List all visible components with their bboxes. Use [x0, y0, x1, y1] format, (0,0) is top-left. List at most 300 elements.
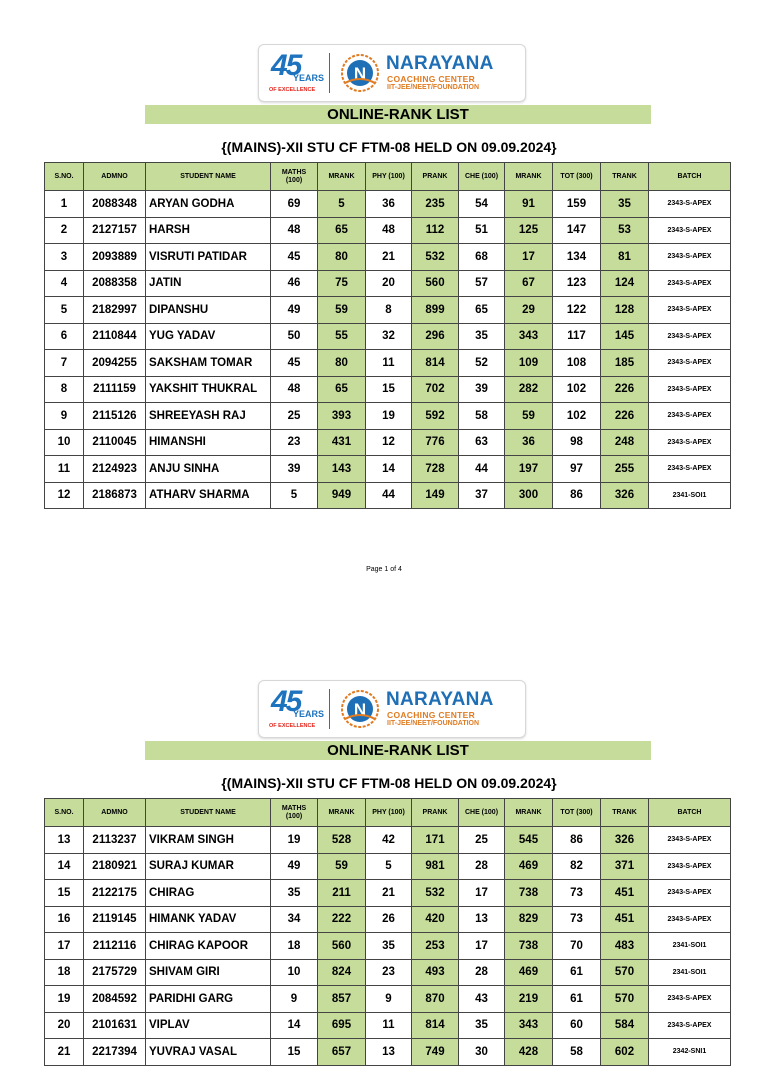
maths-cell: 49	[271, 853, 318, 880]
narayana-emblem-icon	[339, 689, 381, 729]
table-row	[45, 456, 731, 483]
serial-cell: 19	[45, 986, 84, 1013]
total-cell: 122	[553, 297, 601, 324]
batch-cell: 2343-S-APEX	[649, 429, 731, 456]
phy-cell: 13	[366, 1039, 412, 1066]
admno-cell: 2124923	[84, 456, 146, 483]
admno-cell: 2122175	[84, 880, 146, 907]
phy-rank-cell: 493	[412, 959, 459, 986]
list-title: ONLINE-RANK LIST	[145, 105, 651, 124]
column-header: TOT (300)	[553, 163, 601, 191]
serial-cell: 6	[45, 323, 84, 350]
che-rank-cell: 738	[505, 933, 553, 960]
phy-rank-cell: 560	[412, 270, 459, 297]
maths-cell: 9	[271, 986, 318, 1013]
table-row	[45, 297, 731, 324]
maths-rank-cell: 55	[318, 323, 366, 350]
che-cell: 28	[459, 959, 505, 986]
brand-tagline: IIT-JEE/NEET/FOUNDATION	[387, 720, 480, 727]
student-name-cell: HIMANSHI	[146, 429, 271, 456]
phy-cell: 8	[366, 297, 412, 324]
maths-cell: 10	[271, 959, 318, 986]
che-cell: 13	[459, 906, 505, 933]
batch-cell: 2343-S-APEX	[649, 217, 731, 244]
phy-rank-cell: 296	[412, 323, 459, 350]
batch-cell: 2343-S-APEX	[649, 827, 731, 854]
admno-cell: 2119145	[84, 906, 146, 933]
total-rank-cell: 326	[601, 482, 649, 509]
column-header: MRANK	[505, 799, 553, 827]
admno-cell: 2182997	[84, 297, 146, 324]
serial-cell: 17	[45, 933, 84, 960]
maths-cell: 14	[271, 1012, 318, 1039]
total-cell: 73	[553, 880, 601, 907]
maths-rank-cell: 5	[318, 191, 366, 218]
column-header: S.NO.	[45, 799, 84, 827]
test-title: {(MAINS)-XII STU CF FTM-08 HELD ON 09.09.2024}	[221, 775, 557, 791]
student-name-cell: PARIDHI GARG	[146, 986, 271, 1013]
column-header: CHE (100)	[459, 799, 505, 827]
admno-cell: 2217394	[84, 1039, 146, 1066]
table-row	[45, 827, 731, 854]
admno-cell: 2115126	[84, 403, 146, 430]
phy-cell: 21	[366, 880, 412, 907]
serial-cell: 4	[45, 270, 84, 297]
che-cell: 25	[459, 827, 505, 854]
total-cell: 73	[553, 906, 601, 933]
rank-table	[44, 798, 731, 1066]
che-rank-cell: 17	[505, 244, 553, 271]
column-header: TRANK	[601, 799, 649, 827]
total-cell: 70	[553, 933, 601, 960]
maths-cell: 49	[271, 297, 318, 324]
che-cell: 57	[459, 270, 505, 297]
maths-rank-cell: 80	[318, 244, 366, 271]
che-rank-cell: 829	[505, 906, 553, 933]
che-rank-cell: 36	[505, 429, 553, 456]
maths-cell: 50	[271, 323, 318, 350]
column-header: ADMNO	[84, 799, 146, 827]
batch-cell: 2343-S-APEX	[649, 297, 731, 324]
test-title: {(MAINS)-XII STU CF FTM-08 HELD ON 09.09.2024}	[221, 139, 557, 155]
table-row	[45, 376, 731, 403]
che-cell: 52	[459, 350, 505, 377]
total-rank-cell: 602	[601, 1039, 649, 1066]
maths-cell: 45	[271, 350, 318, 377]
column-header: STUDENT NAME	[146, 163, 271, 191]
total-rank-cell: 145	[601, 323, 649, 350]
phy-cell: 19	[366, 403, 412, 430]
table-row	[45, 933, 731, 960]
table-row	[45, 880, 731, 907]
years-number: 45	[271, 49, 301, 82]
table-row	[45, 323, 731, 350]
student-name-cell: SHIVAM GIRI	[146, 959, 271, 986]
phy-cell: 21	[366, 244, 412, 271]
phy-rank-cell: 532	[412, 244, 459, 271]
maths-rank-cell: 80	[318, 350, 366, 377]
column-header: MRANK	[318, 799, 366, 827]
column-header: PRANK	[412, 799, 459, 827]
total-rank-cell: 226	[601, 403, 649, 430]
maths-cell: 23	[271, 429, 318, 456]
maths-rank-cell: 65	[318, 376, 366, 403]
admno-cell: 2180921	[84, 853, 146, 880]
table-header-row	[45, 799, 731, 827]
column-header: TOT (300)	[553, 799, 601, 827]
maths-cell: 45	[271, 244, 318, 271]
phy-rank-cell: 702	[412, 376, 459, 403]
phy-rank-cell: 728	[412, 456, 459, 483]
total-cell: 86	[553, 827, 601, 854]
student-name-cell: SURAJ KUMAR	[146, 853, 271, 880]
column-header: TRANK	[601, 163, 649, 191]
serial-cell: 2	[45, 217, 84, 244]
student-name-cell: ANJU SINHA	[146, 456, 271, 483]
column-header: MRANK	[318, 163, 366, 191]
total-cell: 61	[553, 959, 601, 986]
phy-rank-cell: 749	[412, 1039, 459, 1066]
che-cell: 17	[459, 880, 505, 907]
student-name-cell: YUVRAJ VASAL	[146, 1039, 271, 1066]
total-cell: 82	[553, 853, 601, 880]
serial-cell: 15	[45, 880, 84, 907]
serial-cell: 9	[45, 403, 84, 430]
maths-cell: 18	[271, 933, 318, 960]
total-cell: 159	[553, 191, 601, 218]
serial-cell: 16	[45, 906, 84, 933]
phy-cell: 36	[366, 191, 412, 218]
phy-rank-cell: 420	[412, 906, 459, 933]
total-rank-cell: 35	[601, 191, 649, 218]
years-sub: OF EXCELLENCE	[269, 87, 316, 93]
batch-cell: 2343-S-APEX	[649, 191, 731, 218]
maths-rank-cell: 560	[318, 933, 366, 960]
column-header: MATHS (100)	[271, 163, 318, 191]
maths-rank-cell: 857	[318, 986, 366, 1013]
student-name-cell: CHIRAG KAPOOR	[146, 933, 271, 960]
che-rank-cell: 219	[505, 986, 553, 1013]
admno-cell: 2084592	[84, 986, 146, 1013]
total-rank-cell: 81	[601, 244, 649, 271]
maths-rank-cell: 222	[318, 906, 366, 933]
total-rank-cell: 584	[601, 1012, 649, 1039]
admno-cell: 2175729	[84, 959, 146, 986]
rank-table	[44, 162, 731, 509]
total-cell: 108	[553, 350, 601, 377]
page-footer: Page 1 of 4	[366, 566, 402, 573]
table-row	[45, 429, 731, 456]
student-name-cell: VISRUTI PATIDAR	[146, 244, 271, 271]
maths-rank-cell: 143	[318, 456, 366, 483]
brand-name: NARAYANA	[386, 53, 494, 74]
student-name-cell: HIMANK YADAV	[146, 906, 271, 933]
phy-rank-cell: 149	[412, 482, 459, 509]
total-cell: 102	[553, 376, 601, 403]
column-header: PHY (100)	[366, 799, 412, 827]
student-name-cell: ARYAN GODHA	[146, 191, 271, 218]
maths-cell: 35	[271, 880, 318, 907]
che-rank-cell: 29	[505, 297, 553, 324]
serial-cell: 8	[45, 376, 84, 403]
maths-cell: 15	[271, 1039, 318, 1066]
table-row	[45, 350, 731, 377]
admno-cell: 2110844	[84, 323, 146, 350]
che-rank-cell: 91	[505, 191, 553, 218]
maths-rank-cell: 528	[318, 827, 366, 854]
phy-rank-cell: 235	[412, 191, 459, 218]
column-header: PRANK	[412, 163, 459, 191]
che-cell: 68	[459, 244, 505, 271]
student-name-cell: ATHARV SHARMA	[146, 482, 271, 509]
admno-cell: 2101631	[84, 1012, 146, 1039]
student-name-cell: YUG YADAV	[146, 323, 271, 350]
maths-cell: 48	[271, 376, 318, 403]
svg-text:N: N	[353, 700, 367, 719]
phy-cell: 35	[366, 933, 412, 960]
student-name-cell: SAKSHAM TOMAR	[146, 350, 271, 377]
brand-tagline: IIT-JEE/NEET/FOUNDATION	[387, 84, 480, 91]
che-rank-cell: 125	[505, 217, 553, 244]
batch-cell: 2343-S-APEX	[649, 906, 731, 933]
phy-cell: 44	[366, 482, 412, 509]
maths-cell: 19	[271, 827, 318, 854]
batch-cell: 2342-SNI1	[649, 1039, 731, 1066]
batch-cell: 2343-S-APEX	[649, 350, 731, 377]
phy-rank-cell: 814	[412, 1012, 459, 1039]
total-cell: 147	[553, 217, 601, 244]
student-name-cell: DIPANSHU	[146, 297, 271, 324]
che-rank-cell: 469	[505, 959, 553, 986]
table-row	[45, 403, 731, 430]
che-rank-cell: 428	[505, 1039, 553, 1066]
table-row	[45, 906, 731, 933]
batch-cell: 2343-S-APEX	[649, 323, 731, 350]
total-rank-cell: 451	[601, 906, 649, 933]
phy-rank-cell: 776	[412, 429, 459, 456]
phy-cell: 5	[366, 853, 412, 880]
phy-cell: 11	[366, 350, 412, 377]
phy-rank-cell: 253	[412, 933, 459, 960]
narayana-logo	[258, 44, 526, 102]
serial-cell: 20	[45, 1012, 84, 1039]
serial-cell: 5	[45, 297, 84, 324]
total-rank-cell: 570	[601, 986, 649, 1013]
maths-rank-cell: 657	[318, 1039, 366, 1066]
maths-rank-cell: 824	[318, 959, 366, 986]
total-rank-cell: 371	[601, 853, 649, 880]
phy-cell: 23	[366, 959, 412, 986]
che-cell: 30	[459, 1039, 505, 1066]
years-label: YEARS	[293, 73, 325, 83]
che-cell: 58	[459, 403, 505, 430]
total-cell: 61	[553, 986, 601, 1013]
serial-cell: 12	[45, 482, 84, 509]
anniversary-badge	[267, 687, 325, 731]
logo-divider	[329, 689, 330, 729]
admno-cell: 2127157	[84, 217, 146, 244]
column-header: MRANK	[505, 163, 553, 191]
total-rank-cell: 124	[601, 270, 649, 297]
table-row	[45, 959, 731, 986]
maths-cell: 5	[271, 482, 318, 509]
table-row	[45, 244, 731, 271]
student-name-cell: HARSH	[146, 217, 271, 244]
che-rank-cell: 109	[505, 350, 553, 377]
years-sub: OF EXCELLENCE	[269, 723, 316, 729]
che-cell: 44	[459, 456, 505, 483]
che-cell: 43	[459, 986, 505, 1013]
column-header: PHY (100)	[366, 163, 412, 191]
phy-cell: 48	[366, 217, 412, 244]
batch-cell: 2343-S-APEX	[649, 270, 731, 297]
phy-rank-cell: 899	[412, 297, 459, 324]
serial-cell: 3	[45, 244, 84, 271]
maths-rank-cell: 393	[318, 403, 366, 430]
total-rank-cell: 128	[601, 297, 649, 324]
table-row	[45, 1012, 731, 1039]
column-header: ADMNO	[84, 163, 146, 191]
batch-cell: 2343-S-APEX	[649, 986, 731, 1013]
total-cell: 102	[553, 403, 601, 430]
batch-cell: 2343-S-APEX	[649, 853, 731, 880]
phy-cell: 26	[366, 906, 412, 933]
admno-cell: 2186873	[84, 482, 146, 509]
che-rank-cell: 282	[505, 376, 553, 403]
total-cell: 117	[553, 323, 601, 350]
years-number: 45	[271, 685, 301, 718]
phy-rank-cell: 814	[412, 350, 459, 377]
serial-cell: 11	[45, 456, 84, 483]
che-cell: 39	[459, 376, 505, 403]
admno-cell: 2088358	[84, 270, 146, 297]
maths-cell: 34	[271, 906, 318, 933]
phy-cell: 15	[366, 376, 412, 403]
total-cell: 86	[553, 482, 601, 509]
che-rank-cell: 197	[505, 456, 553, 483]
total-rank-cell: 326	[601, 827, 649, 854]
total-rank-cell: 226	[601, 376, 649, 403]
total-rank-cell: 255	[601, 456, 649, 483]
total-cell: 58	[553, 1039, 601, 1066]
serial-cell: 18	[45, 959, 84, 986]
narayana-logo	[258, 680, 526, 738]
maths-cell: 48	[271, 217, 318, 244]
admno-cell: 2093889	[84, 244, 146, 271]
column-header: S.NO.	[45, 163, 84, 191]
admno-cell: 2112116	[84, 933, 146, 960]
maths-cell: 25	[271, 403, 318, 430]
serial-cell: 10	[45, 429, 84, 456]
column-header: BATCH	[649, 799, 731, 827]
admno-cell: 2111159	[84, 376, 146, 403]
batch-cell: 2341-SOI1	[649, 959, 731, 986]
che-cell: 35	[459, 323, 505, 350]
phy-rank-cell: 171	[412, 827, 459, 854]
anniversary-badge	[267, 51, 325, 95]
che-cell: 37	[459, 482, 505, 509]
che-rank-cell: 343	[505, 1012, 553, 1039]
list-title: ONLINE-RANK LIST	[145, 741, 651, 760]
table-row	[45, 191, 731, 218]
total-cell: 97	[553, 456, 601, 483]
maths-rank-cell: 65	[318, 217, 366, 244]
total-rank-cell: 185	[601, 350, 649, 377]
student-name-cell: JATIN	[146, 270, 271, 297]
che-rank-cell: 59	[505, 403, 553, 430]
student-name-cell: VIKRAM SINGH	[146, 827, 271, 854]
table-row	[45, 482, 731, 509]
student-name-cell: SHREEYASH RAJ	[146, 403, 271, 430]
brand-subtitle: COACHING CENTER	[387, 74, 476, 84]
phy-rank-cell: 112	[412, 217, 459, 244]
table-row	[45, 217, 731, 244]
maths-rank-cell: 59	[318, 297, 366, 324]
total-rank-cell: 483	[601, 933, 649, 960]
total-rank-cell: 451	[601, 880, 649, 907]
phy-rank-cell: 870	[412, 986, 459, 1013]
admno-cell: 2110045	[84, 429, 146, 456]
student-name-cell: VIPLAV	[146, 1012, 271, 1039]
column-header: CHE (100)	[459, 163, 505, 191]
total-cell: 134	[553, 244, 601, 271]
maths-rank-cell: 695	[318, 1012, 366, 1039]
maths-rank-cell: 75	[318, 270, 366, 297]
batch-cell: 2343-S-APEX	[649, 456, 731, 483]
che-rank-cell: 300	[505, 482, 553, 509]
total-rank-cell: 248	[601, 429, 649, 456]
total-cell: 98	[553, 429, 601, 456]
logo-divider	[329, 53, 330, 93]
phy-cell: 32	[366, 323, 412, 350]
maths-rank-cell: 211	[318, 880, 366, 907]
table-header-row	[45, 163, 731, 191]
serial-cell: 1	[45, 191, 84, 218]
batch-cell: 2343-S-APEX	[649, 376, 731, 403]
table-row	[45, 986, 731, 1013]
column-header: STUDENT NAME	[146, 799, 271, 827]
batch-cell: 2343-S-APEX	[649, 403, 731, 430]
che-cell: 17	[459, 933, 505, 960]
che-rank-cell: 545	[505, 827, 553, 854]
maths-cell: 39	[271, 456, 318, 483]
svg-text:N: N	[353, 64, 367, 83]
table-row	[45, 853, 731, 880]
table-row	[45, 270, 731, 297]
phy-cell: 12	[366, 429, 412, 456]
che-rank-cell: 343	[505, 323, 553, 350]
maths-rank-cell: 59	[318, 853, 366, 880]
serial-cell: 13	[45, 827, 84, 854]
phy-cell: 20	[366, 270, 412, 297]
che-cell: 65	[459, 297, 505, 324]
che-rank-cell: 67	[505, 270, 553, 297]
phy-cell: 9	[366, 986, 412, 1013]
column-header: BATCH	[649, 163, 731, 191]
maths-cell: 46	[271, 270, 318, 297]
serial-cell: 7	[45, 350, 84, 377]
phy-cell: 11	[366, 1012, 412, 1039]
batch-cell: 2343-S-APEX	[649, 880, 731, 907]
phy-cell: 14	[366, 456, 412, 483]
total-rank-cell: 570	[601, 959, 649, 986]
che-cell: 54	[459, 191, 505, 218]
total-cell: 123	[553, 270, 601, 297]
narayana-emblem-icon	[339, 53, 381, 93]
che-cell: 35	[459, 1012, 505, 1039]
che-rank-cell: 469	[505, 853, 553, 880]
student-name-cell: CHIRAG	[146, 880, 271, 907]
